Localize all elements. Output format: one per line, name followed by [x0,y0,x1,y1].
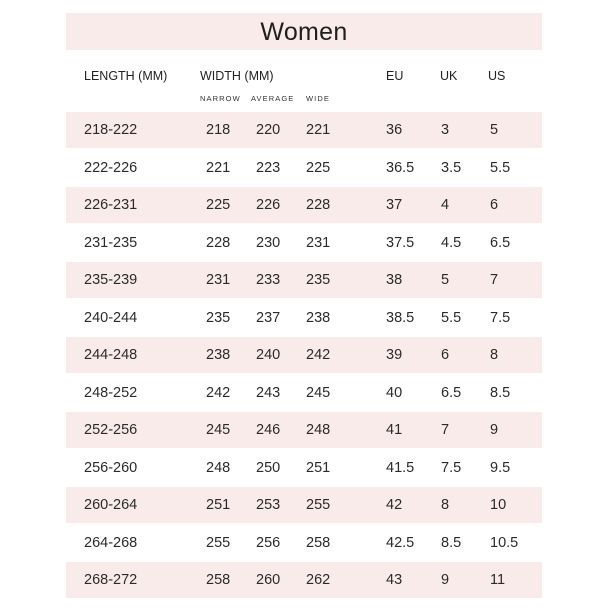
cell-eu: 42.5 [386,535,415,551]
cell-width-average: 250 [256,460,281,476]
cell-width-narrow: 238 [206,347,231,363]
cell-eu: 41 [386,422,403,438]
cell-uk: 4 [441,197,450,213]
cell-length: 235-239 [84,272,138,288]
cell-width-average: 246 [256,422,281,438]
cell-width-wide: 231 [306,235,331,251]
cell-length: 240-244 [84,310,138,326]
cell-eu: 40 [386,385,403,401]
header-eu: EU [386,69,404,83]
cell-width-narrow: 231 [206,272,231,288]
cell-uk: 3 [441,122,450,138]
cell-width-wide: 221 [306,122,331,138]
cell-us: 5 [490,122,499,138]
cell-length: 244-248 [84,347,138,363]
cell-uk: 8.5 [441,535,462,551]
cell-width-wide: 255 [306,497,331,513]
cell-width-narrow: 225 [206,197,231,213]
cell-eu: 37 [386,197,403,213]
cell-width-average: 260 [256,572,281,588]
cell-length: 226-231 [84,197,138,213]
cell-uk: 7 [441,422,450,438]
cell-us: 6 [490,197,499,213]
cell-length: 218-222 [84,122,138,138]
subheader-narrow: NARROW [200,94,241,103]
cell-width-wide: 235 [306,272,331,288]
subheader-wide: WIDE [306,94,330,103]
cell-length: 248-252 [84,385,138,401]
cell-width-wide: 248 [306,422,331,438]
cell-uk: 6.5 [441,385,462,401]
cell-eu: 38 [386,272,403,288]
cell-width-narrow: 258 [206,572,231,588]
cell-width-average: 253 [256,497,281,513]
cell-eu: 39 [386,347,403,363]
cell-width-narrow: 218 [206,122,231,138]
cell-us: 8 [490,347,499,363]
cell-length: 260-264 [84,497,138,513]
cell-us: 11 [490,572,506,588]
table-row [66,225,542,261]
cell-uk: 5 [441,272,450,288]
header-length: LENGTH (MM) [84,69,168,83]
cell-width-wide: 238 [306,310,331,326]
table-row [66,300,542,336]
cell-us: 6.5 [490,235,511,251]
cell-width-wide: 225 [306,160,331,176]
cell-width-average: 233 [256,272,281,288]
cell-width-narrow: 245 [206,422,231,438]
table-row [66,487,542,523]
cell-width-wide: 228 [306,197,331,213]
cell-width-average: 226 [256,197,281,213]
table-row [66,112,542,148]
cell-width-wide: 245 [306,385,331,401]
subheader-average: AVERAGE [251,94,295,103]
cell-us: 9 [490,422,499,438]
cell-uk: 6 [441,347,450,363]
cell-width-average: 240 [256,347,281,363]
cell-us: 10.5 [490,535,519,551]
cell-uk: 4.5 [441,235,462,251]
cell-eu: 38.5 [386,310,415,326]
cell-length: 264-268 [84,535,138,551]
cell-length: 268-272 [84,572,138,588]
cell-length: 222-226 [84,160,138,176]
cell-uk: 3.5 [441,160,462,176]
cell-uk: 8 [441,497,450,513]
cell-eu: 36 [386,122,403,138]
cell-eu: 36.5 [386,160,415,176]
chart-title: Women [260,18,348,46]
table-row [66,562,542,598]
cell-eu: 42 [386,497,403,513]
cell-width-wide: 242 [306,347,331,363]
cell-length: 231-235 [84,235,138,251]
cell-width-average: 243 [256,385,281,401]
table-row [66,412,542,448]
cell-width-narrow: 255 [206,535,231,551]
table-row [66,187,542,223]
cell-width-wide: 251 [306,460,331,476]
cell-width-wide: 262 [306,572,331,588]
cell-length: 252-256 [84,422,138,438]
cell-length: 256-260 [84,460,138,476]
header-uk: UK [440,69,458,83]
table-row [66,450,542,486]
cell-us: 5.5 [490,160,511,176]
cell-width-average: 256 [256,535,281,551]
table-row [66,150,542,186]
cell-us: 7.5 [490,310,511,326]
cell-width-average: 223 [256,160,281,176]
cell-width-narrow: 242 [206,385,231,401]
cell-eu: 41.5 [386,460,415,476]
cell-us: 8.5 [490,385,511,401]
cell-us: 10 [490,497,507,513]
cell-uk: 5.5 [441,310,462,326]
cell-width-narrow: 221 [206,160,231,176]
cell-width-average: 230 [256,235,281,251]
table-row [66,525,542,561]
cell-width-narrow: 251 [206,497,231,513]
table-row [66,262,542,298]
cell-uk: 9 [441,572,450,588]
header-width: WIDTH (MM) [200,69,274,83]
cell-eu: 37.5 [386,235,415,251]
cell-width-average: 220 [256,122,281,138]
table-row [66,375,542,411]
header-us: US [488,69,506,83]
cell-width-narrow: 228 [206,235,231,251]
cell-width-wide: 258 [306,535,331,551]
cell-width-narrow: 235 [206,310,231,326]
cell-eu: 43 [386,572,403,588]
cell-us: 9.5 [490,460,511,476]
cell-us: 7 [490,272,499,288]
cell-width-narrow: 248 [206,460,231,476]
cell-uk: 7.5 [441,460,462,476]
cell-width-average: 237 [256,310,281,326]
table-row [66,337,542,373]
